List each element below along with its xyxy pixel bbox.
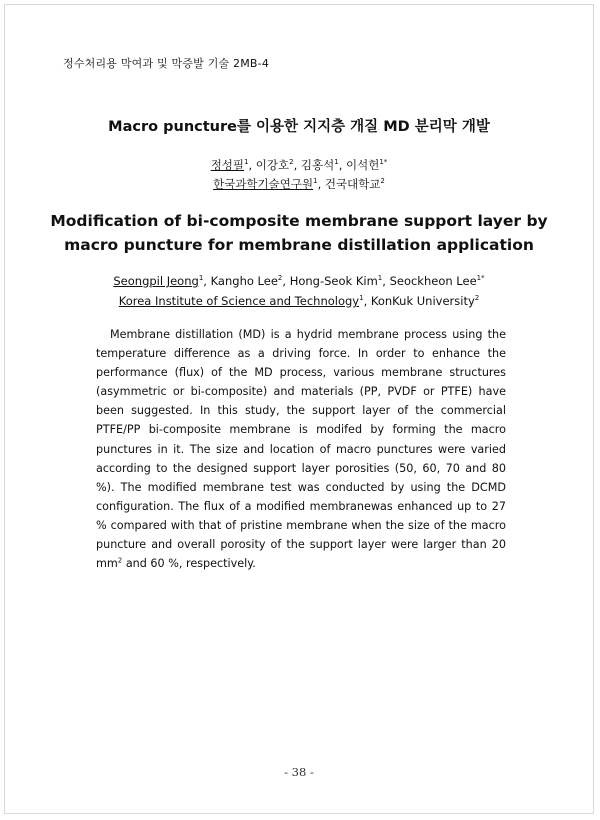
korean-author-list: 정성필$^1$, 이강호$^2$, 김홍석$^1$, 이석헌$^{1*}$: [210, 158, 388, 172]
author-affiliation-mark: 1*: [476, 274, 485, 283]
affiliation-name: 건국대학교: [324, 177, 381, 191]
author-name: 정성필: [210, 158, 245, 172]
english-author-list: Seongpil Jeong$^1$, Kangho Lee$^2$, Hong-Seok Kim$^1$, Seockheon Lee$^{1*}$: [113, 274, 485, 288]
english-affiliation-list: Korea Institute of Science and Technology$^1$, KonKuk University$^2$: [118, 294, 480, 308]
author-affiliation-mark: 1*: [379, 158, 388, 167]
korean-affiliation-list: 한국과학기술연구원$^1$, 건국대학교$^2$: [213, 177, 385, 191]
author-affiliation-mark: 1: [334, 158, 339, 167]
abstract-text-end: and 60 %, respectively.: [122, 557, 256, 571]
affiliation-name: 한국과학기술연구원: [213, 177, 314, 191]
document-page: [4, 4, 594, 814]
author-name: Hong-Seok Kim: [289, 274, 378, 288]
english-title-line: Modification of bi-composite membrane support layer by: [50, 212, 548, 230]
session-header: 정수처리용 막여과 및 막증발 기술 2MB-4: [63, 57, 270, 70]
affiliation-mark: 2: [474, 294, 480, 303]
affiliation-mark: 1: [359, 294, 364, 303]
author-name: Seockheon Lee: [389, 274, 477, 288]
affiliation-mark: 2: [380, 177, 385, 186]
page-number: - 38 -: [284, 765, 314, 779]
author-affiliation-mark: 2: [289, 158, 294, 167]
author-name: 이석헌: [346, 158, 380, 172]
author-name: Seongpil Jeong: [113, 274, 199, 288]
abstract-text: Membrane distillation (MD) is a hydrid membrane process using the temperature difference as a driving force. In order to enhance the performance (flux) of the MD process, various membrane structures (asymmetric or bi-composite) and materials (PP, PVDF or PTFE) have been suggested. In this study, the support layer of the commercial PTFE/PP bi-composite membrane is modifed by forming the macro punctures in it. The size and location of macro punctures were varied according to the designed support layer porosities (50, 60, 70 and 80 %). The modified membrane test was conducted by using the DCMD configuration. The flux of a modified membranewas enhanced up to 27 % compared with that of pristine membrane when the size of the macro puncture and overall porosity of the support layer were larger than 20 mm: [96, 328, 506, 571]
author-name: 김홍석: [300, 158, 335, 172]
author-affiliation-mark: 1: [377, 274, 383, 283]
english-title-line: macro puncture for membrane distillation application: [64, 236, 534, 254]
author-name: 이강호: [255, 158, 290, 172]
english-title: [5, 209, 593, 257]
affiliation-mark: 1: [313, 177, 318, 186]
abstract-paragraph: [96, 325, 506, 573]
author-affiliation-mark: 2: [277, 274, 283, 283]
author-affiliation-mark: 1: [198, 274, 204, 283]
affiliation-name: Korea Institute of Science and Technology: [118, 294, 360, 308]
english-author-block: [5, 271, 593, 311]
affiliation-name: KonKuk University: [370, 294, 475, 308]
korean-title: Macro puncture를 이용한 지지층 개질 MD 분리막 개발: [108, 119, 490, 135]
author-name: Kangho Lee: [210, 274, 278, 288]
unit-superscript: 2: [117, 556, 123, 565]
korean-author-block: [5, 156, 593, 194]
author-affiliation-mark: 1: [244, 158, 249, 167]
